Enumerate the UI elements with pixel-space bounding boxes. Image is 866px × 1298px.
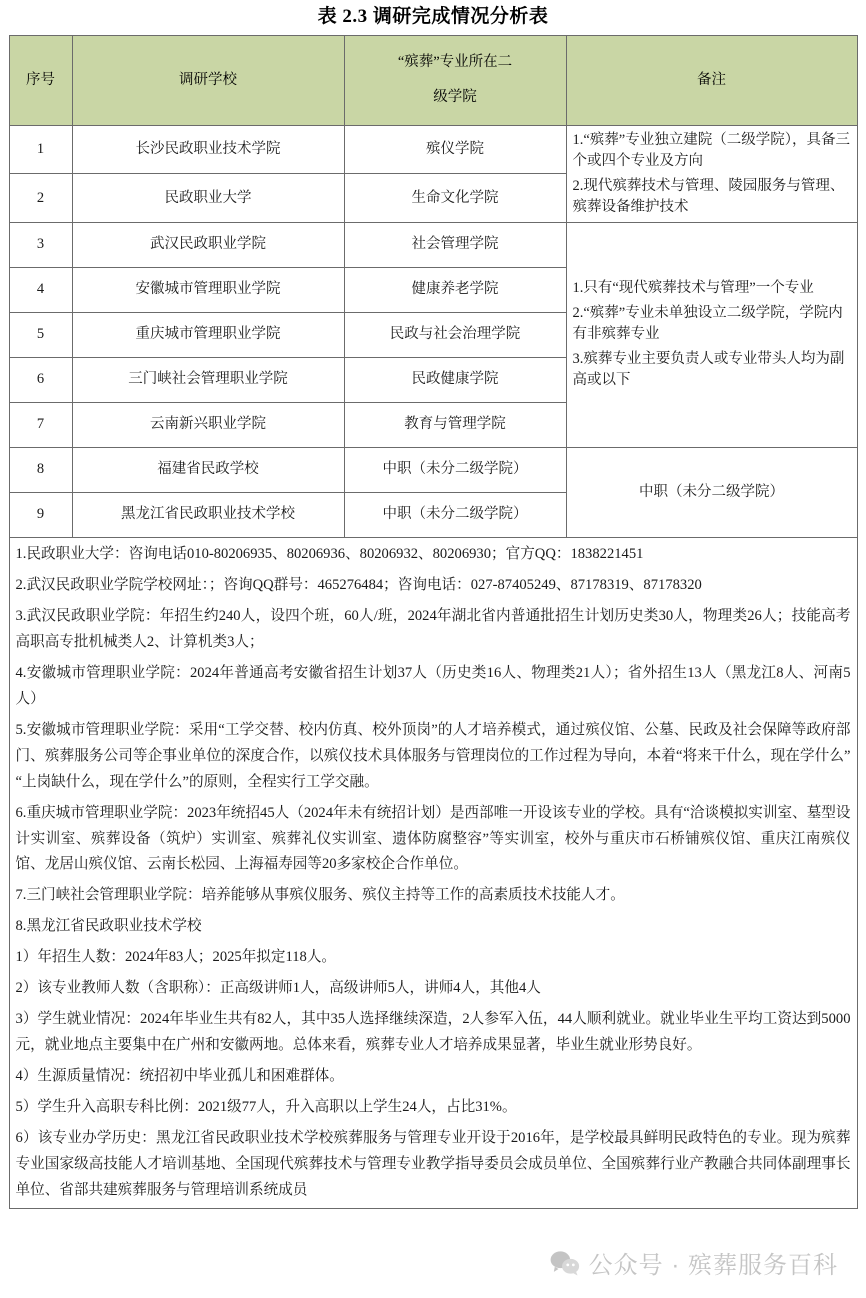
watermark <box>550 1245 838 1280</box>
footnote-item: 1.民政职业大学：咨询电话010-80206935、80206936、80206932、80206930；官方QQ：1838221451 <box>15 545 644 562</box>
footnote-item: 5.安徽城市管理职业学院：采用“工学交替、校内仿真、校外顶岗”的人才培养模式，通过殡仪馆、公墓、民政及社会保障等政府部门、殡葬服务公司等企事业单位的深度合作，以殡仪技术具体服务与管理岗位的工作过程为导向，本着“将来干什么，现在学什么”“上岗缺什么，现在学什么”的原则，全程实行工学交融。 <box>15 721 851 790</box>
cell-school: 黑龙江省民政职业技术学校 <box>72 492 344 537</box>
watermark-label: 公众号 · 殡葬服务百科 <box>588 1252 838 1279</box>
column-header-note: 备注 <box>566 35 857 125</box>
cell-seq: 5 <box>9 312 72 357</box>
cell-note-group-a <box>566 125 857 222</box>
cell-department: 健康养老学院 <box>344 267 566 312</box>
cell-note-group-c <box>566 447 857 537</box>
table-row <box>9 447 857 492</box>
footnote-item: 5）学生升入高职专科比例：2021级77人，升入高职以上学生24人，占比31%。 <box>15 1099 517 1116</box>
table-row-footnotes <box>9 537 857 1208</box>
survey-table <box>9 35 858 1209</box>
cell-school: 云南新兴职业学院 <box>72 402 344 447</box>
footnotes-cell <box>9 537 857 1208</box>
cell-seq: 2 <box>9 174 72 223</box>
cell-department: 殡仪学院 <box>344 125 566 174</box>
table-body <box>9 125 857 1208</box>
note-a-line2: 2.现代殡葬技术与管理、陵园服务与管理、殡葬设备维护技术 <box>572 177 845 215</box>
cell-seq: 8 <box>9 447 72 492</box>
footnote-item: 3.武汉民政职业学院：年招生约240人，设四个班，60人/班，2024年湖北省内普通批招生计划历史类30人，物理类26人；技能高考高职高专批机械类人2、计算机类3人； <box>15 607 851 650</box>
column-header-seq: 序号 <box>9 35 72 125</box>
cell-department: 中职（未分二级学院） <box>344 492 566 537</box>
cell-school: 三门峡社会管理职业学院 <box>72 357 344 402</box>
note-a-line1: 1.“殡葬”专业独立建院（二级学院），具备三个或四个专业及方向 <box>572 131 850 169</box>
column-header-department-line2: 级学院 <box>433 89 477 106</box>
column-header-school: 调研学校 <box>72 35 344 125</box>
cell-school: 长沙民政职业技术学院 <box>72 125 344 174</box>
cell-department: 教育与管理学院 <box>344 402 566 447</box>
cell-seq: 4 <box>9 267 72 312</box>
cell-seq: 7 <box>9 402 72 447</box>
column-header-department <box>344 35 566 125</box>
footnote-item: 6.重庆城市管理职业学院：2023年统招45人（2024年未有统招计划）是西部唯一开设该专业的学校。具有“洽谈模拟实训室、墓型设计实训室、殡葬设备（筑炉）实训室、殡葬礼仪实训室、遗体防腐整容”等实训室，校外与重庆市石桥铺殡仪馆、重庆江南殡仪馆、龙居山殡仪馆、云南长松园、上海福寿园等20多家校企合作单位。 <box>15 804 851 873</box>
footnote-item: 4）生源质量情况：统招初中毕业孤儿和困难群体。 <box>15 1068 344 1085</box>
footnote-item: 1）年招生人数：2024年83人；2025年拟定118人。 <box>15 949 337 966</box>
note-b-line3: 3.殡葬专业主要负责人或专业带头人均为副高或以下 <box>572 351 845 389</box>
footnote-item: 2.武汉民政职业学院学校网址：；咨询QQ群号：465276484；咨询电话：027-87405249、87178319、87178320 <box>15 576 702 593</box>
footnote-item: 8.黑龙江省民政职业技术学校 <box>15 918 202 935</box>
table-row <box>9 222 857 267</box>
footnote-item: 4.安徽城市管理职业学院：2024年普通高考安徽省招生计划37人（历史类16人、物理类21人）；省外招生13人（黑龙江8人、河南5人） <box>15 664 851 707</box>
table-header-row <box>9 35 857 125</box>
cell-department: 民政健康学院 <box>344 357 566 402</box>
cell-department: 社会管理学院 <box>344 222 566 267</box>
wechat-icon <box>550 1250 580 1276</box>
cell-school: 福建省民政学校 <box>72 447 344 492</box>
page-title: 表 2.3 调研完成情况分析表 <box>317 6 549 27</box>
cell-school: 安徽城市管理职业学院 <box>72 267 344 312</box>
cell-seq: 6 <box>9 357 72 402</box>
cell-school: 武汉民政职业学院 <box>72 222 344 267</box>
cell-seq: 9 <box>9 492 72 537</box>
cell-department: 生命文化学院 <box>344 174 566 223</box>
cell-note-group-b <box>566 222 857 447</box>
column-header-department-line1: “殡葬”专业所在二 <box>397 53 513 70</box>
footnote-item: 6）该专业办学历史：黑龙江省民政职业技术学校殡葬服务与管理专业开设于2016年，是学校最具鲜明民政特色的专业。现为殡葬专业国家级高技能人才培训基地、全国现代殡葬技术与管理专业教学指导委员会成员单位、全国殡葬行业产教融合共同体副理事长单位、省部共建殡葬服务与管理培训系统成员 <box>15 1130 851 1199</box>
cell-department: 民政与社会治理学院 <box>344 312 566 357</box>
cell-department: 中职（未分二级学院） <box>344 447 566 492</box>
note-b-line2: 2.“殡葬”专业未单独设立二级学院，学院内有非殡葬专业 <box>572 305 843 343</box>
cell-school: 重庆城市管理职业学院 <box>72 312 344 357</box>
note-b-line1: 1.只有“现代殡葬技术与管理”一个专业 <box>572 280 814 297</box>
table-header <box>9 35 857 125</box>
note-c-line1: 中职（未分二级学院） <box>639 483 784 500</box>
footnote-item: 3）学生就业情况：2024年毕业生共有82人，其中35人选择继续深造，2人参军入伍，44人顺利就业。就业毕业生平均工资达到5000元，就业地点主要集中在广州和安徽两地。总体来看，殡葬专业人才培养成果显著，毕业生就业形势良好。 <box>15 1011 851 1054</box>
footnote-item: 7.三门峡社会管理职业学院：培养能够从事殡仪服务、殡仪主持等工作的高素质技术技能人才。 <box>15 887 625 904</box>
cell-seq: 3 <box>9 222 72 267</box>
cell-school: 民政职业大学 <box>72 174 344 223</box>
table-row <box>9 125 857 174</box>
cell-seq: 1 <box>9 125 72 174</box>
footnote-item: 2）该专业教师人数（含职称）：正高级讲师1人，高级讲师5人，讲师4人，其他4人 <box>15 980 541 997</box>
